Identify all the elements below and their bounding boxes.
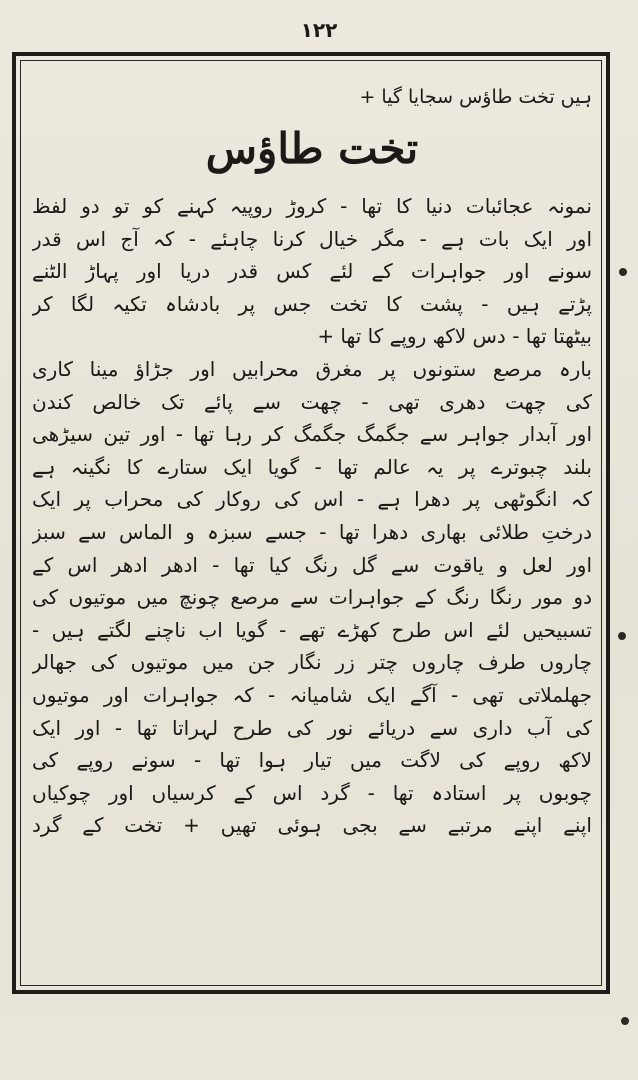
binding-hole-mark [619,268,627,276]
text-line: کہ انگوٹھی پر دھرا ہے - اس کی روکار کی محراب پر ایک [32,487,592,512]
text-line: دو مور رنگا رنگ کے جواہرات سے مرصع چونچ میں موتیوں کی [32,585,592,610]
page-number: ١٢٢ [300,18,338,42]
text-line: اور لعل و یاقوت سے گل رنگ کیا تھا - ادھر ادھر اس کے [32,552,592,577]
text-line: چاروں طرف چاروں چتر زر نگار جن میں موتیوں کی جھالر [32,650,592,675]
text-line: لاکھ روپے کی لاگت میں تیار ہوا تھا - سونے روپے کی [32,748,592,773]
text-line: اور آبدار جواہر سے جگمگ جگمگ کر رہا تھا - اور تین سیڑھی [32,422,592,447]
binding-hole-mark [621,1017,629,1025]
text-line: کی آب داری سے دریائے نور کی طرح لہراتا تھا - اور ایک [32,715,592,740]
paragraph-body [32,190,592,842]
text-line: بلند چبوترے پر یہ عالم تھا - گویا ایک ستارے کا نگینہ ہے [32,454,592,479]
text-line: تسبیحیں لئے اس طرح کھڑے تھے - گویا اب ناچنے لگتے ہیں - [32,617,592,642]
text-line: اپنے اپنے مرتبے سے بجی ہوئی تھیں + تخت کے گرد [32,813,592,838]
text-line: پڑتے ہیں - پشت کا تخت جس پر بادشاہ تکیہ لگا کر [32,291,592,316]
text-line: چوبوں پر استادہ تھا - گرد اس کے کرسیاں اور چوکیاں [32,780,592,805]
text-line: سونے اور جواہرات کے لئے کس قدر دریا اور پہاڑ الٹنے [32,259,592,284]
section-title: تخت طاؤس [205,124,419,173]
text-line: اور ایک بات ہے - مگر خیال کرنا چاہئے - کہ آج اس قدر [32,226,592,251]
intro-line: ہیں تخت طاؤس سجایا گیا + [359,86,592,108]
page-content [32,82,592,842]
text-line: بیٹھتا تھا - دس لاکھ روپے کا تھا + [317,324,592,349]
text-line: درختِ طلائی بھاری دھرا تھا - جسے سبزہ و الماس سے سبز [32,519,592,544]
text-line: بارہ مرصع ستونوں پر مغرق محرابیں اور جڑاؤ مینا کاری [32,356,592,381]
text-line: جھلملاتی تھی - آگے ایک شامیانہ - کہ جواہرات اور موتیوں [32,682,592,707]
text-line: کی چھت دھری تھی - چھت سے پائے تک خالص کندن [32,389,592,414]
text-line: نمونہ عجائبات دنیا کا تھا - کروڑ روپیہ کہنے کو تو دو لفظ [32,194,592,218]
binding-hole-mark [618,632,626,640]
